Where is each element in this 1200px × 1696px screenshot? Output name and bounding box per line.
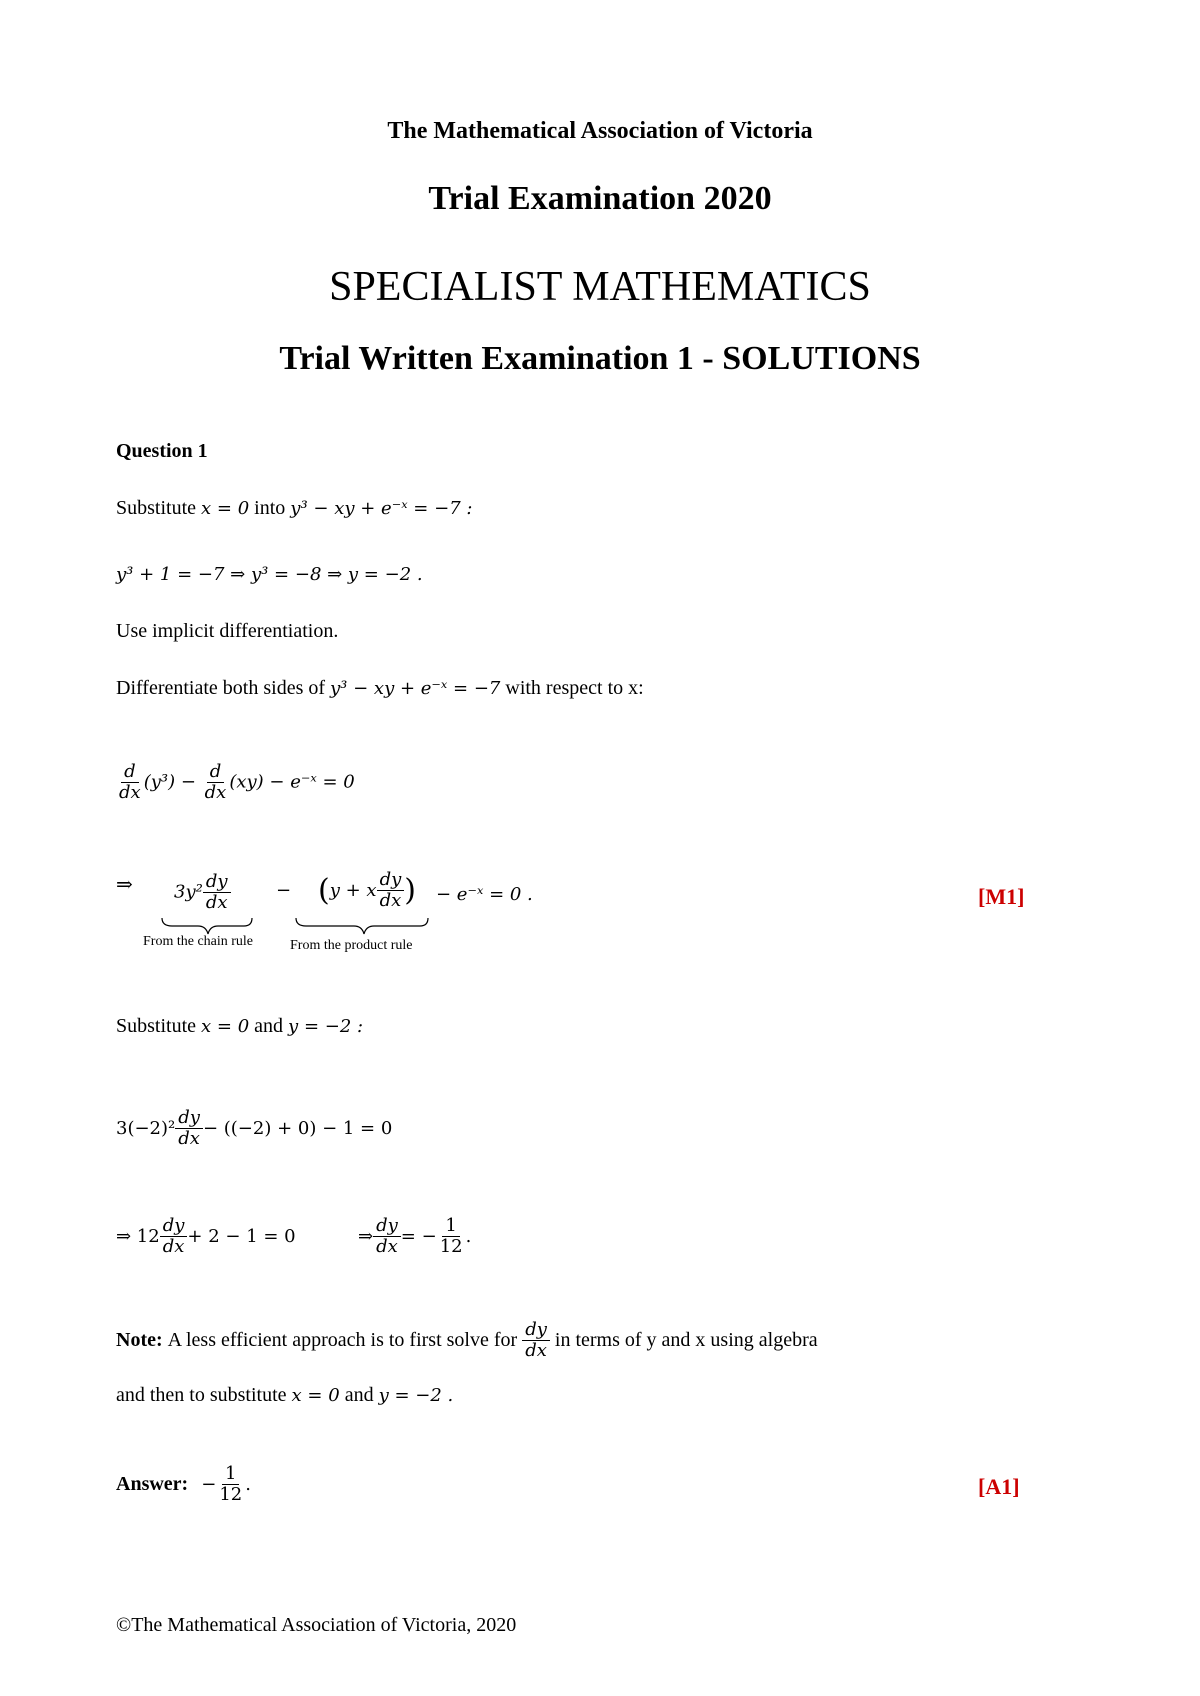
- into-word: into: [254, 497, 286, 519]
- note-line2-prefix: and then to substitute: [116, 1384, 287, 1406]
- mark-m1: [M1]: [978, 884, 1025, 909]
- d-dx-fraction: $\frac{d}{dx}$: [119, 761, 141, 803]
- chain-underbrace: [162, 918, 252, 934]
- substitute-label: Substitute: [116, 497, 197, 519]
- dy-dx-fraction-3: $\frac{dy}{dx}$: [175, 1108, 203, 1149]
- note-and-word: and: [344, 1384, 374, 1406]
- answer-label: Answer:: [116, 1473, 189, 1495]
- note-text-1: A less efficient approach is to first solve for: [167, 1329, 518, 1351]
- answer-fraction: $\frac{1}{12}$: [219, 1463, 243, 1505]
- differentiate-equation: y³ − xy + e⁻ˣ = −7: [330, 678, 501, 699]
- dy-dx-fraction-5: $\frac{dy}{dx}$: [373, 1216, 401, 1257]
- chain-coefficient: 3y²: [174, 881, 203, 903]
- answer-line: Answer: − $\frac{1}{12}$ .: [116, 1463, 251, 1505]
- term-xy: (xy) − e⁻ˣ = 0: [229, 771, 355, 793]
- product-left: y + x: [329, 880, 377, 901]
- result-mid: + 2 − 1 = 0: [187, 1226, 296, 1247]
- differentiate-prefix: Differentiate both sides of: [116, 677, 326, 699]
- original-equation: y³ − xy + e⁻ˣ = −7 :: [290, 498, 473, 519]
- result-equation: [116, 1216, 296, 1257]
- result-implies: ⇒: [358, 1226, 374, 1247]
- product-rule-label: From the product rule: [290, 938, 413, 953]
- note-x-equals-zero: x = 0: [291, 1385, 340, 1406]
- note-y-equals-minus-two: y = −2 .: [378, 1385, 454, 1406]
- substitute-label-2: Substitute: [116, 1015, 197, 1037]
- answer-sign: −: [201, 1474, 217, 1495]
- implicit-note: Use implicit differentiation.: [116, 620, 339, 642]
- result-final: ⇒ $\frac{dy}{dx}$ = − $\frac{1}{12}$ .: [358, 1215, 472, 1257]
- association-name: The Mathematical Association of Victoria: [387, 118, 813, 144]
- paper-title: Trial Written Examination 1 - SOLUTIONS: [279, 340, 921, 377]
- term-y-cubed: (y³) −: [143, 771, 196, 793]
- product-underbrace: [296, 918, 428, 934]
- chain-tail: − e⁻ˣ = 0 .: [436, 884, 533, 905]
- sub-left: 3(−2)²: [116, 1118, 176, 1139]
- y-equals-minus-two: y = −2 :: [288, 1016, 364, 1037]
- dy-dx-fraction-2: $\frac{dy}{dx}$: [377, 870, 405, 911]
- substitute-line-2: [116, 1015, 363, 1038]
- result-eq: = −: [400, 1226, 437, 1247]
- note-text-2: in terms of y and x using algebra: [554, 1329, 818, 1351]
- exam-title: Trial Examination 2020: [428, 180, 772, 217]
- solve-y-line: y³ + 1 = −7 ⇒ y³ = −8 ⇒ y = −2 .: [116, 564, 423, 585]
- d-dx-fraction-2: $\frac{d}{dx}$: [204, 761, 227, 803]
- product-rule-term: (y + x $\frac{dy}{dx}$ ): [318, 869, 416, 911]
- subject-title: SPECIALIST MATHEMATICS: [329, 264, 871, 310]
- note-label: Note:: [116, 1329, 163, 1351]
- note-line-2: [116, 1384, 453, 1407]
- question-heading: Question 1: [116, 440, 208, 462]
- note-line: [116, 1320, 818, 1361]
- result-left: ⇒ 12: [116, 1226, 160, 1247]
- dy-dx-fraction-4: $\frac{dy}{dx}$: [160, 1216, 188, 1257]
- x-equals-zero-2: x = 0: [201, 1016, 250, 1037]
- chain-rule-label: From the chain rule: [143, 934, 254, 949]
- dy-dx-fraction: $\frac{dy}{dx}$: [203, 872, 231, 913]
- one-twelfth-fraction: $\frac{1}{12}$: [439, 1215, 463, 1257]
- substituted-equation: [116, 1108, 392, 1149]
- and-word: and: [254, 1015, 284, 1037]
- implies-symbol: ⇒: [116, 872, 133, 896]
- mark-a1: [A1]: [978, 1474, 1020, 1499]
- footer-copyright: ©The Mathematical Association of Victoria, 2020: [116, 1614, 517, 1636]
- sub-right: − ((−2) + 0) − 1 = 0: [202, 1118, 393, 1139]
- differentiate-suffix: with respect to x:: [505, 677, 644, 699]
- dy-dx-fraction-6: $\frac{dy}{dx}$: [522, 1320, 550, 1361]
- x-equals-zero: x = 0: [201, 498, 250, 519]
- minus-sign: −: [276, 880, 292, 901]
